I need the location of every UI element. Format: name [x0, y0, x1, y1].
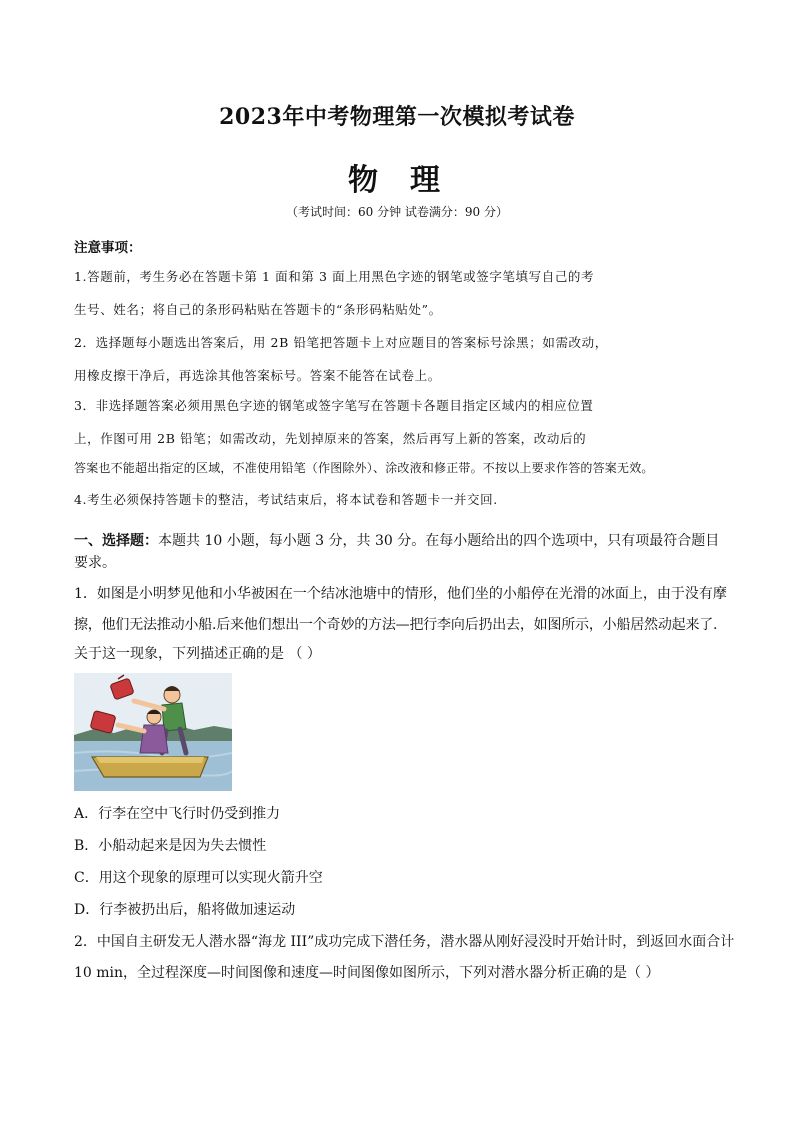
notice-heading: 注意事项：: [74, 240, 142, 256]
notice-line: 4.考生必须保持答题卡的整洁，考试结束后，将本试卷和答题卡一并交回.: [74, 492, 498, 507]
question-2-line: 2．中国自主研发无人潜水器“海龙 III”成功完成下潜任务，潜水器从刚好浸没时开始计时，到返回水面合计: [74, 934, 735, 950]
notice-line: 2．选择题每小题选出答案后，用 2B 铅笔把答题卡上对应题目的答案标号涂黑；如需改动，: [74, 335, 608, 350]
option-b: B．小船动起来是因为失去惯性: [74, 838, 267, 854]
question-1-line: 擦，他们无法推动小船.后来他们想出一个奇妙的方法—把行李向后扔出去，如图所示，小船居然动起来了.: [74, 617, 718, 633]
notice-line: 用橡皮擦干净后，再选涂其他答案标号。答案不能答在试卷上。: [74, 368, 441, 383]
notice-line: 1.答题前，考生务必在答题卡第 1 面和第 3 面上用黑色字迹的钢笔或签字笔填写自己的考: [74, 269, 595, 284]
question-2-line: 10 min，全过程深度—时间图像和速度—时间图像如图所示，下列对潜水器分析正确的是（ ）: [74, 965, 660, 981]
notice-line: 答案也不能超出指定的区域，不准使用铅笔（作图除外）、涂改液和修正带。不按以上要求作答的答案无效。: [74, 461, 654, 475]
question-1-line: 1．如图是小明梦见他和小华被困在一个结冰池塘中的情形，他们坐的小船停在光滑的冰面上，由于没有摩: [74, 586, 727, 602]
option-a: A．行李在空中飞行时仍受到推力: [74, 806, 281, 822]
section-text: 本题共 10 小题，每小题 3 分，共 30 分。在每小题给出的四个选项中，只有项最符合题目要求。: [74, 533, 720, 571]
exam-title: 2023年中考物理第一次模拟考试卷: [219, 104, 575, 130]
option-c: C．用这个现象的原理可以实现火箭升空: [74, 870, 323, 886]
subject-heading: [0, 155, 794, 199]
option-d: D．行李被扔出后，船将做加速运动: [74, 902, 296, 918]
section-prefix: 一、选择题：: [74, 533, 158, 549]
notice-line: 生号、姓名；将自己的条形码粘贴在答题卡的“条形码粘贴处”。: [74, 302, 442, 317]
notice-line: 3．非选择题答案必须用黑色字迹的钢笔或签字笔写在答题卡各题目指定区域内的相应位置: [74, 398, 594, 413]
boat-illustration: [74, 673, 232, 791]
section-instructions: [74, 530, 728, 574]
question-1-line: 关于这一现象，下列描述正确的是 （ ）: [74, 646, 321, 662]
subject-char-1: 物: [348, 163, 384, 198]
notice-line: 上，作图可用 2B 铅笔；如需改动，先划掉原来的答案，然后再写上新的答案，改动后的: [74, 431, 587, 446]
subject-char-2: 理: [410, 163, 446, 198]
exam-info: （考试时间：60 分钟 试卷满分：90 分）: [286, 205, 508, 219]
